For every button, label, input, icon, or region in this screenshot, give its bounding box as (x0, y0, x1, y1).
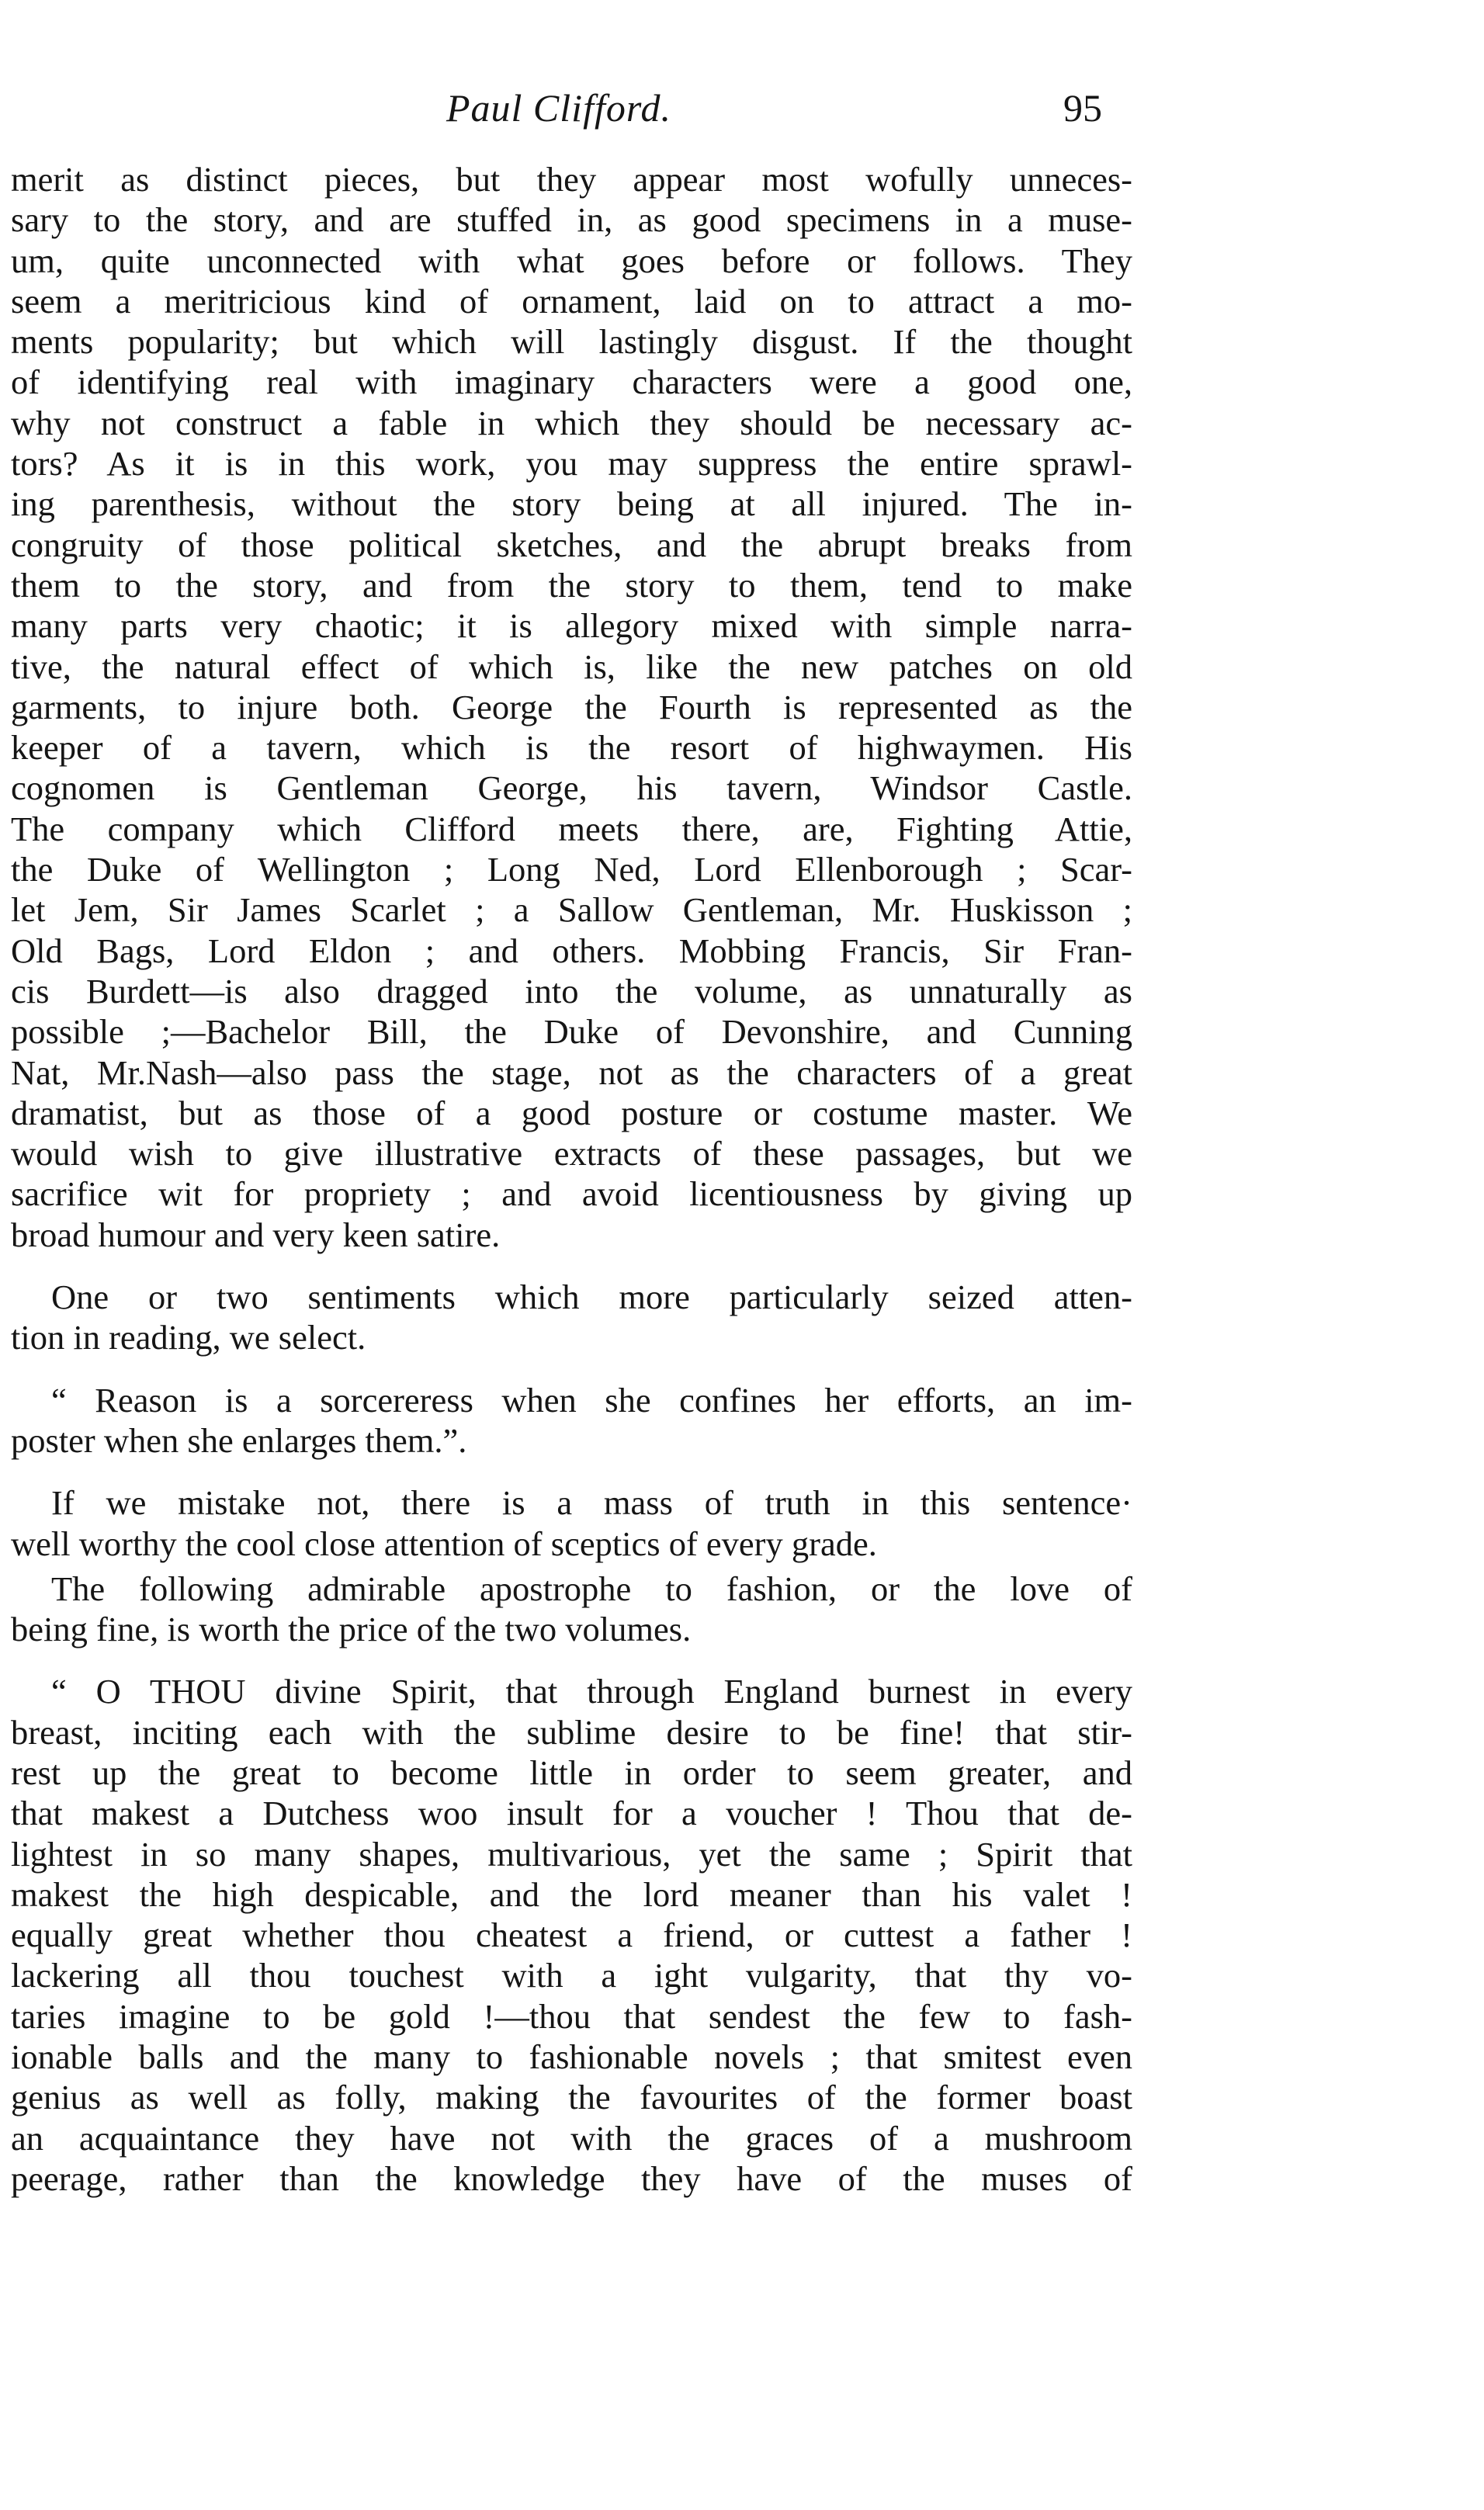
text-line: breast, inciting each with the sublime desire to be fine! that stir- (11, 1712, 1132, 1752)
text-line: being fine, is worth the price of the two volumes. (11, 1610, 692, 1649)
text-line: possible ;—Bachelor Bill, the Duke of Devonshire, and Cunning (11, 1012, 1132, 1052)
text-line: seem a meritricious kind of ornament, laid on to attract a mo- (11, 281, 1132, 321)
text-line: peerage, rather than the knowledge they have of the muses of (11, 2158, 1132, 2198)
paragraph-quote-fashion (11, 1671, 1132, 2199)
running-head (0, 85, 1484, 140)
text-line: an acquaintance they have not with the graces of a mushroom (11, 2118, 1132, 2158)
text-line: taries imagine to be gold !—thou that sendest the few to fash- (11, 1996, 1132, 2036)
text-line: lackering all thou touchest with a ight vulgarity, that thy vo- (11, 1956, 1132, 1995)
page-number: 95 (1063, 86, 1102, 130)
text-line: um, quite unconnected with what goes before or follows. They (11, 241, 1132, 280)
text-line: ing parenthesis, without the story being at all injured. The in- (11, 484, 1132, 524)
text-line: ments popularity; but which will lastingly disgust. If the thought (11, 322, 1132, 362)
text-line: tors? As it is in this work, you may suppress the entire sprawl- (11, 444, 1132, 484)
text-line: tive, the natural effect of which is, like the new patches on old (11, 647, 1132, 686)
paragraph-truth (11, 1482, 1132, 1564)
text-line: “ O THOU divine Spirit, that through England burnest in every (51, 1672, 1132, 1711)
text-line: One or two sentiments which more particularly seized atten- (51, 1278, 1132, 1317)
text-line: many parts very chaotic; it is allegory mixed with simple narra- (11, 606, 1132, 646)
text-line: let Jem, Sir James Scarlet ; a Sallow Gentleman, Mr. Huskisson ; (11, 890, 1132, 930)
text-line: genius as well as folly, making the favourites of the former boast (11, 2078, 1132, 2117)
text-line: lightest in so many shapes, multivarious, yet the same ; Spirit that (11, 1834, 1132, 1874)
text-line: ionable balls and the many to fashionable novels ; that smitest even (11, 2037, 1132, 2077)
text-line: sacrifice wit for propriety ; and avoid licentiousness by giving up (11, 1174, 1132, 1214)
paragraph-quote-reason (11, 1380, 1132, 1461)
paragraph-apostrophe-intro (11, 1569, 1132, 1650)
text-line: tion in reading, we select. (11, 1318, 366, 1357)
text-line: them to the story, and from the story to them, tend to make (11, 565, 1132, 605)
paragraph-review (11, 159, 1132, 1255)
text-line: The following admirable apostrophe to fashion, or the love of (51, 1569, 1132, 1608)
text-line: If we mistake not, there is a mass of truth in this sentence· (51, 1483, 1132, 1523)
text-line: garments, to injure both. George the Fourth is represented as the (11, 687, 1132, 726)
text-line: congruity of those political sketches, and the abrupt breaks from (11, 525, 1132, 564)
text-line: equally great whether thou cheatest a friend, or cuttest a father ! (11, 1915, 1132, 1955)
text-line: merit as distinct pieces, but they appear most wofully unneces- (11, 160, 1132, 199)
text-line: The company which Clifford meets there, are, Fighting Attie, (11, 809, 1132, 848)
running-title: Paul Clifford. (446, 86, 671, 130)
text-line: dramatist, but as those of a good posture or costume master. We (11, 1093, 1132, 1132)
paragraph-sentiments (11, 1277, 1132, 1358)
text-line: why not construct a fable in which they should be necessary ac- (11, 403, 1132, 442)
text-line: broad humour and very keen satire. (11, 1215, 501, 1254)
text-line: would wish to give illustrative extracts of these passages, but we (11, 1134, 1132, 1174)
text-line: cognomen is Gentleman George, his tavern, Windsor Castle. (11, 768, 1132, 808)
text-line: makest the high despicable, and the lord meaner than his valet ! (11, 1874, 1132, 1914)
text-line: poster when she enlarges them.”. (11, 1420, 467, 1460)
text-line: rest up the great to become little in order to seem greater, and (11, 1752, 1132, 1792)
text-line: well worthy the cool close attention of sceptics of every grade. (11, 1524, 877, 1563)
text-line: keeper of a tavern, which is the resort of highwaymen. His (11, 728, 1132, 768)
text-line: of identifying real with imaginary characters were a good one, (11, 362, 1132, 402)
text-line: sary to the story, and are stuffed in, as good specimens in a muse- (11, 200, 1132, 240)
text-line: the Duke of Wellington ; Long Ned, Lord Ellenborough ; Scar- (11, 850, 1132, 889)
text-line: “ Reason is a sorcereress when she confines her efforts, an im- (51, 1380, 1132, 1420)
body-text (11, 159, 1132, 2199)
text-line: cis Burdett—is also dragged into the volume, as unnaturally as (11, 971, 1132, 1011)
text-line: Old Bags, Lord Eldon ; and others. Mobbing Francis, Sir Fran- (11, 931, 1132, 970)
text-line: that makest a Dutchess woo insult for a voucher ! Thou that de- (11, 1794, 1132, 1833)
text-line: Nat, Mr.Nash—also pass the stage, not as the characters of a great (11, 1052, 1132, 1092)
